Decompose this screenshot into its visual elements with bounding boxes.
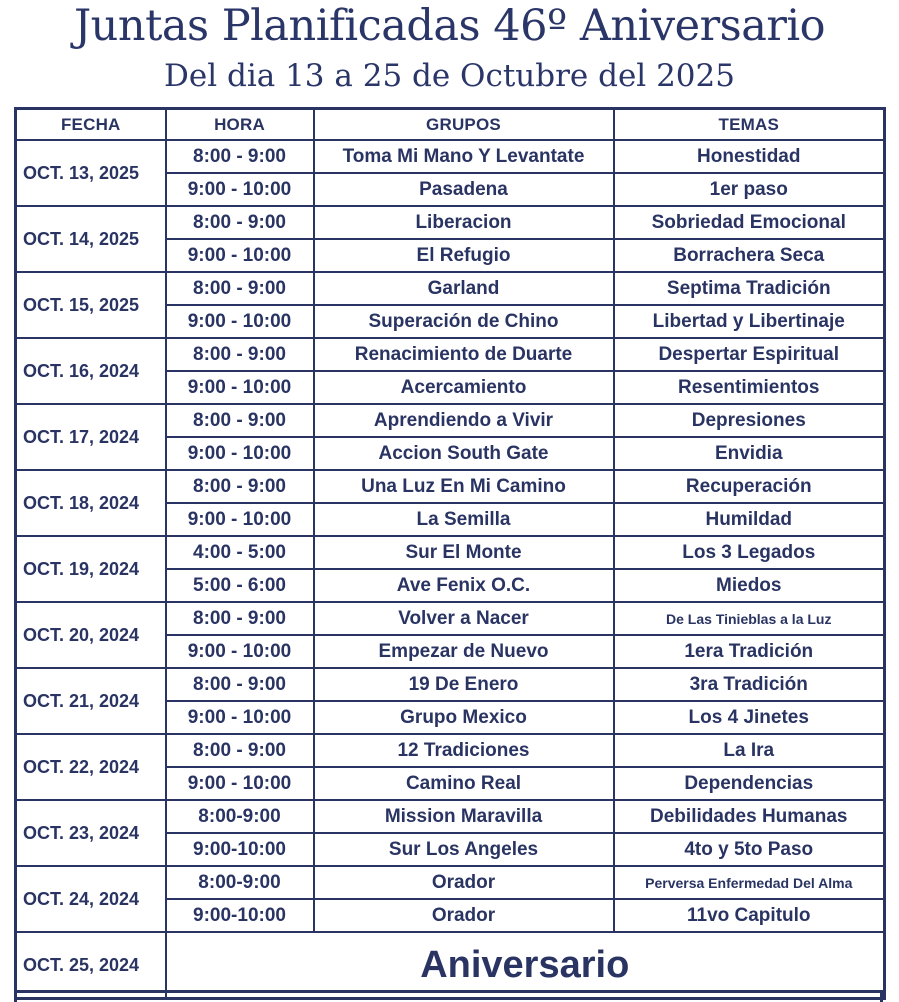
group-cell: Toma Mi Mano Y Levantate bbox=[314, 140, 614, 173]
group-cell: Mission Maravilla bbox=[314, 800, 614, 833]
topic-cell: De Las Tinieblas a la Luz bbox=[614, 602, 885, 635]
time-cell: 9:00 - 10:00 bbox=[166, 173, 314, 206]
topic-cell: La Ira bbox=[614, 734, 885, 767]
time-cell: 8:00 - 9:00 bbox=[166, 272, 314, 305]
time-cell: 9:00-10:00 bbox=[166, 899, 314, 932]
table-row bbox=[16, 338, 885, 371]
table-header-row bbox=[16, 109, 885, 141]
date-cell: OCT. 22, 2024 bbox=[16, 734, 166, 800]
table-row bbox=[16, 800, 885, 833]
group-cell: Una Luz En Mi Camino bbox=[314, 470, 614, 503]
time-cell: 8:00-9:00 bbox=[166, 800, 314, 833]
table-row bbox=[16, 536, 885, 569]
divider-line bbox=[17, 990, 880, 993]
topic-cell: Perversa Enfermedad Del Alma bbox=[614, 866, 885, 899]
date-cell: OCT. 19, 2024 bbox=[16, 536, 166, 602]
topic-cell: Honestidad bbox=[614, 140, 885, 173]
group-cell: Sur El Monte bbox=[314, 536, 614, 569]
time-cell: 9:00 - 10:00 bbox=[166, 239, 314, 272]
anniversary-cell: Aniversario bbox=[166, 932, 885, 999]
date-cell: OCT. 24, 2024 bbox=[16, 866, 166, 932]
time-cell: 8:00 - 9:00 bbox=[166, 470, 314, 503]
group-cell: Garland bbox=[314, 272, 614, 305]
page-subtitle: Del dia 13 a 25 de Octubre del 2025 bbox=[164, 58, 735, 94]
table-row bbox=[16, 932, 885, 999]
column-header-grupos: GRUPOS bbox=[314, 109, 614, 141]
group-cell: Volver a Nacer bbox=[314, 602, 614, 635]
time-cell: 8:00 - 9:00 bbox=[166, 338, 314, 371]
time-cell: 9:00 - 10:00 bbox=[166, 371, 314, 404]
column-header-temas: TEMAS bbox=[614, 109, 885, 141]
time-cell: 8:00 - 9:00 bbox=[166, 404, 314, 437]
date-cell: OCT. 21, 2024 bbox=[16, 668, 166, 734]
date-cell: OCT. 18, 2024 bbox=[16, 470, 166, 536]
topic-cell: Sobriedad Emocional bbox=[614, 206, 885, 239]
topic-cell: 1era Tradición bbox=[614, 635, 885, 668]
time-cell: 8:00 - 9:00 bbox=[166, 602, 314, 635]
group-cell: Superación de Chino bbox=[314, 305, 614, 338]
group-cell: Empezar de Nuevo bbox=[314, 635, 614, 668]
topic-cell: Dependencias bbox=[614, 767, 885, 800]
date-cell: OCT. 20, 2024 bbox=[16, 602, 166, 668]
topic-cell: 1er paso bbox=[614, 173, 885, 206]
date-cell: OCT. 14, 2025 bbox=[16, 206, 166, 272]
group-cell: Orador bbox=[314, 866, 614, 899]
group-cell: Grupo Mexico bbox=[314, 701, 614, 734]
time-cell: 9:00 - 10:00 bbox=[166, 767, 314, 800]
table-row bbox=[16, 206, 885, 239]
column-header-hora: HORA bbox=[166, 109, 314, 141]
topic-cell: Miedos bbox=[614, 569, 885, 602]
group-cell: Camino Real bbox=[314, 767, 614, 800]
topic-cell: Libertad y Libertinaje bbox=[614, 305, 885, 338]
time-cell: 9:00 - 10:00 bbox=[166, 305, 314, 338]
table-bottom-border bbox=[14, 990, 883, 1002]
topic-cell: Depresiones bbox=[614, 404, 885, 437]
topic-cell: 3ra Tradición bbox=[614, 668, 885, 701]
schedule-body bbox=[16, 140, 885, 999]
topic-cell: Humildad bbox=[614, 503, 885, 536]
topic-cell: Septima Tradición bbox=[614, 272, 885, 305]
time-cell: 4:00 - 5:00 bbox=[166, 536, 314, 569]
time-cell: 8:00 - 9:00 bbox=[166, 668, 314, 701]
group-cell: Liberacion bbox=[314, 206, 614, 239]
table-row bbox=[16, 866, 885, 899]
time-cell: 9:00 - 10:00 bbox=[166, 503, 314, 536]
group-cell: Aprendiendo a Vivir bbox=[314, 404, 614, 437]
group-cell: Acercamiento bbox=[314, 371, 614, 404]
topic-cell: Borrachera Seca bbox=[614, 239, 885, 272]
date-cell: OCT. 16, 2024 bbox=[16, 338, 166, 404]
table-row bbox=[16, 272, 885, 305]
time-cell: 8:00 - 9:00 bbox=[166, 734, 314, 767]
page-title: Juntas Planificadas 46º Aniversario bbox=[73, 1, 826, 51]
table-row bbox=[16, 404, 885, 437]
group-cell: El Refugio bbox=[314, 239, 614, 272]
topic-cell: 11vo Capitulo bbox=[614, 899, 885, 932]
date-cell: OCT. 23, 2024 bbox=[16, 800, 166, 866]
time-cell: 9:00 - 10:00 bbox=[166, 437, 314, 470]
time-cell: 8:00 - 9:00 bbox=[166, 206, 314, 239]
group-cell: Ave Fenix O.C. bbox=[314, 569, 614, 602]
table-row bbox=[16, 140, 885, 173]
table-row bbox=[16, 668, 885, 701]
schedule-table bbox=[14, 107, 886, 1000]
topic-cell: Los 3 Legados bbox=[614, 536, 885, 569]
topic-cell: Debilidades Humanas bbox=[614, 800, 885, 833]
time-cell: 8:00 - 9:00 bbox=[166, 140, 314, 173]
topic-cell: Los 4 Jinetes bbox=[614, 701, 885, 734]
topic-cell: Despertar Espiritual bbox=[614, 338, 885, 371]
date-cell: OCT. 15, 2025 bbox=[16, 272, 166, 338]
time-cell: 9:00 - 10:00 bbox=[166, 701, 314, 734]
table-row bbox=[16, 602, 885, 635]
group-cell: Accion South Gate bbox=[314, 437, 614, 470]
table-row bbox=[16, 734, 885, 767]
group-cell: 12 Tradiciones bbox=[314, 734, 614, 767]
time-cell: 8:00-9:00 bbox=[166, 866, 314, 899]
group-cell: Renacimiento de Duarte bbox=[314, 338, 614, 371]
group-cell: Pasadena bbox=[314, 173, 614, 206]
topic-cell: 4to y 5to Paso bbox=[614, 833, 885, 866]
topic-cell: Resentimientos bbox=[614, 371, 885, 404]
group-cell: 19 De Enero bbox=[314, 668, 614, 701]
date-cell: OCT. 17, 2024 bbox=[16, 404, 166, 470]
time-cell: 5:00 - 6:00 bbox=[166, 569, 314, 602]
column-header-fecha: FECHA bbox=[16, 109, 166, 141]
topic-cell: Recuperación bbox=[614, 470, 885, 503]
table-row bbox=[16, 470, 885, 503]
group-cell: Orador bbox=[314, 899, 614, 932]
group-cell: La Semilla bbox=[314, 503, 614, 536]
time-cell: 9:00-10:00 bbox=[166, 833, 314, 866]
date-cell: OCT. 25, 2024 bbox=[16, 932, 166, 999]
group-cell: Sur Los Angeles bbox=[314, 833, 614, 866]
topic-cell: Envidia bbox=[614, 437, 885, 470]
date-cell: OCT. 13, 2025 bbox=[16, 140, 166, 206]
time-cell: 9:00 - 10:00 bbox=[166, 635, 314, 668]
